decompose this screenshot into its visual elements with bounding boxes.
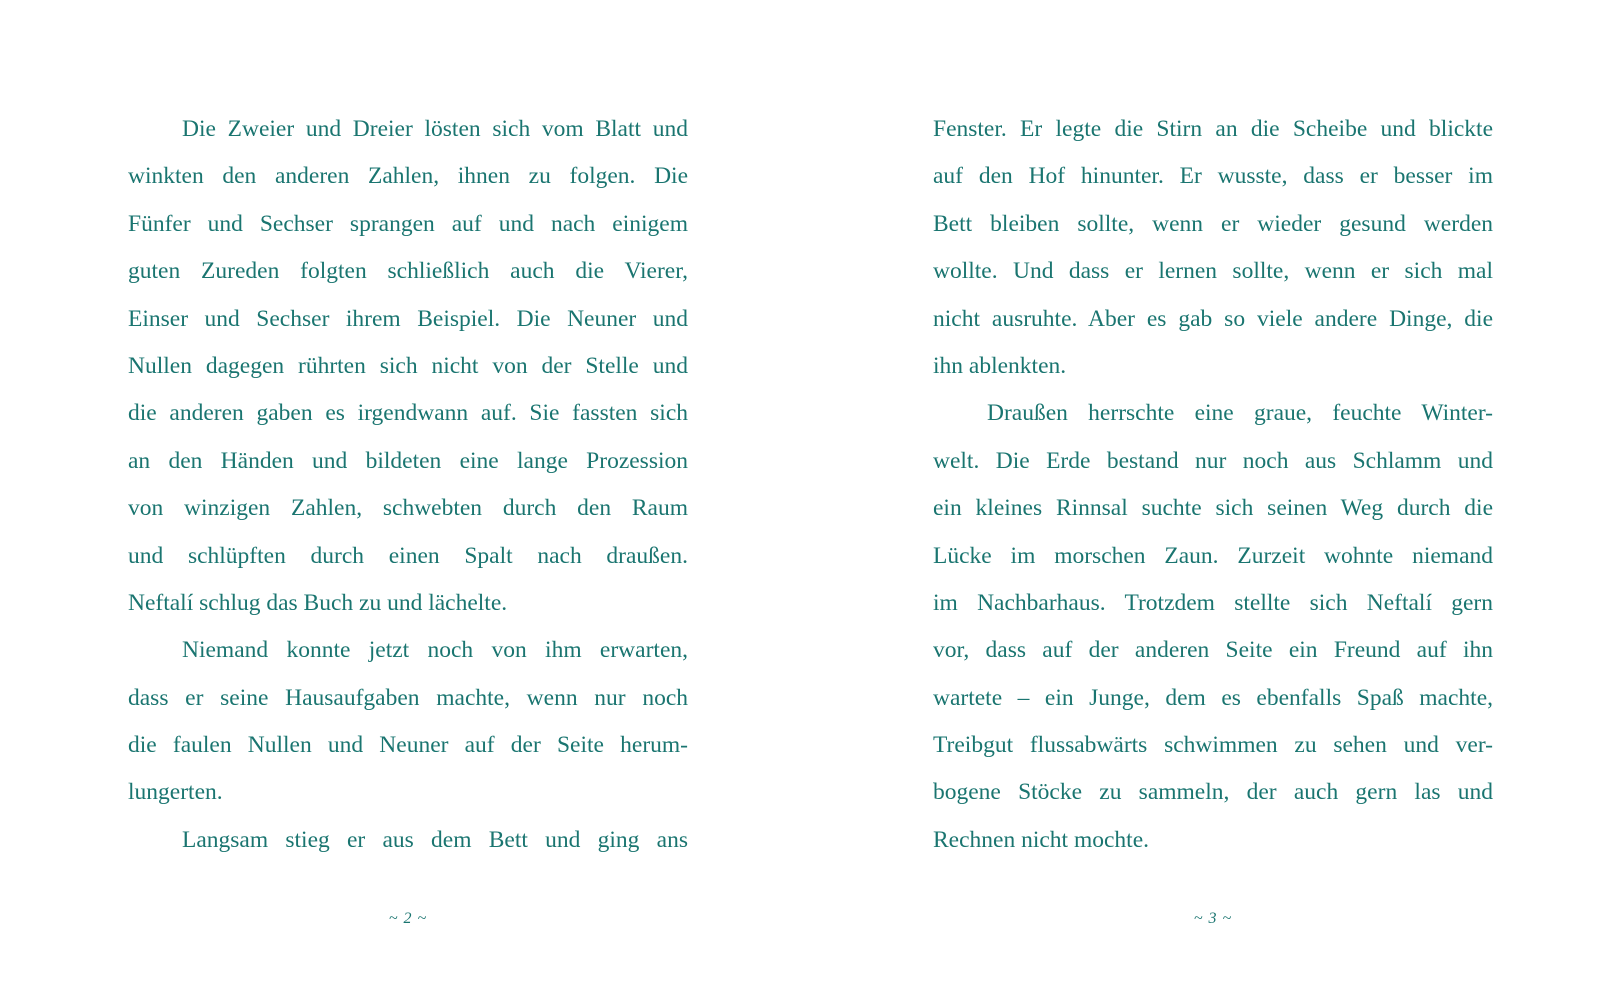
text-line: dass er seine Hausaufgaben machte, wenn nur noch	[128, 684, 688, 711]
text-line: guten Zureden folgten schließlich auch die Vierer,	[128, 258, 688, 285]
text-line: Langsam stieg er aus dem Bett und ging ans	[182, 826, 688, 853]
text-line: auf den Hof hinunter. Er wusste, dass er besser im	[933, 163, 1493, 190]
text-line: Lücke im morschen Zaun. Zurzeit wohnte niemand	[933, 542, 1493, 569]
text-line: winkten den anderen Zahlen, ihnen zu folgen. Die	[128, 163, 688, 190]
text-line: welt. Die Erde bestand nur noch aus Schlamm und	[933, 447, 1493, 474]
text-line: Treibgut flussabwärts schwimmen zu sehen und ver-	[933, 732, 1493, 759]
left-page-text	[128, 106, 688, 864]
right-page-text	[933, 106, 1493, 864]
text-line: vor, dass auf der anderen Seite ein Freund auf ihn	[933, 637, 1493, 664]
text-line: Bett bleiben sollte, wenn er wieder gesund werden	[933, 210, 1493, 237]
text-line: Niemand konnte jetzt noch von ihm erwarten,	[182, 637, 688, 664]
text-line: lungerten.	[128, 779, 223, 806]
text-line: Fenster. Er legte die Stirn an die Scheibe und blickte	[933, 116, 1493, 142]
text-line: nicht ausruhte. Aber es gab so viele andere Dinge, die	[933, 305, 1493, 332]
text-line: wollte. Und dass er lernen sollte, wenn er sich mal	[933, 258, 1493, 285]
text-line: bogene Stöcke zu sammeln, der auch gern las und	[933, 779, 1493, 806]
text-line: und schlüpften durch einen Spalt nach draußen.	[128, 542, 688, 569]
text-line: von winzigen Zahlen, schwebten durch den Raum	[128, 495, 688, 522]
text-line: ihn ablenkten.	[933, 352, 1067, 379]
text-line: Neftalí schlug das Buch zu und lächelte.	[128, 589, 508, 616]
text-line: wartete – ein Junge, dem es ebenfalls Spaß machte,	[933, 684, 1493, 711]
text-line: die anderen gaben es irgendwann auf. Sie fassten sich	[128, 400, 688, 427]
text-line: im Nachbarhaus. Trotzdem stellte sich Neftalí gern	[933, 589, 1493, 616]
text-line: die faulen Nullen und Neuner auf der Seite herum-	[128, 732, 688, 759]
left-page-number: ~ 2 ~	[388, 910, 428, 927]
right-page-number: ~ 3 ~	[1193, 910, 1233, 927]
text-line: an den Händen und bildeten eine lange Prozession	[128, 447, 688, 474]
text-line: ein kleines Rinnsal suchte sich seinen Weg durch die	[933, 495, 1493, 522]
text-line: Fünfer und Sechser sprangen auf und nach einigem	[128, 210, 688, 237]
text-line: Nullen dagegen rührten sich nicht von der Stelle und	[128, 352, 688, 379]
text-line: Einser und Sechser ihrem Beispiel. Die Neuner und	[128, 305, 688, 332]
text-line: Rechnen nicht mochte.	[933, 826, 1149, 853]
text-line: Die Zweier und Dreier lösten sich vom Blatt und	[182, 116, 688, 142]
text-line: Draußen herrschte eine graue, feuchte Winter-	[987, 400, 1493, 427]
